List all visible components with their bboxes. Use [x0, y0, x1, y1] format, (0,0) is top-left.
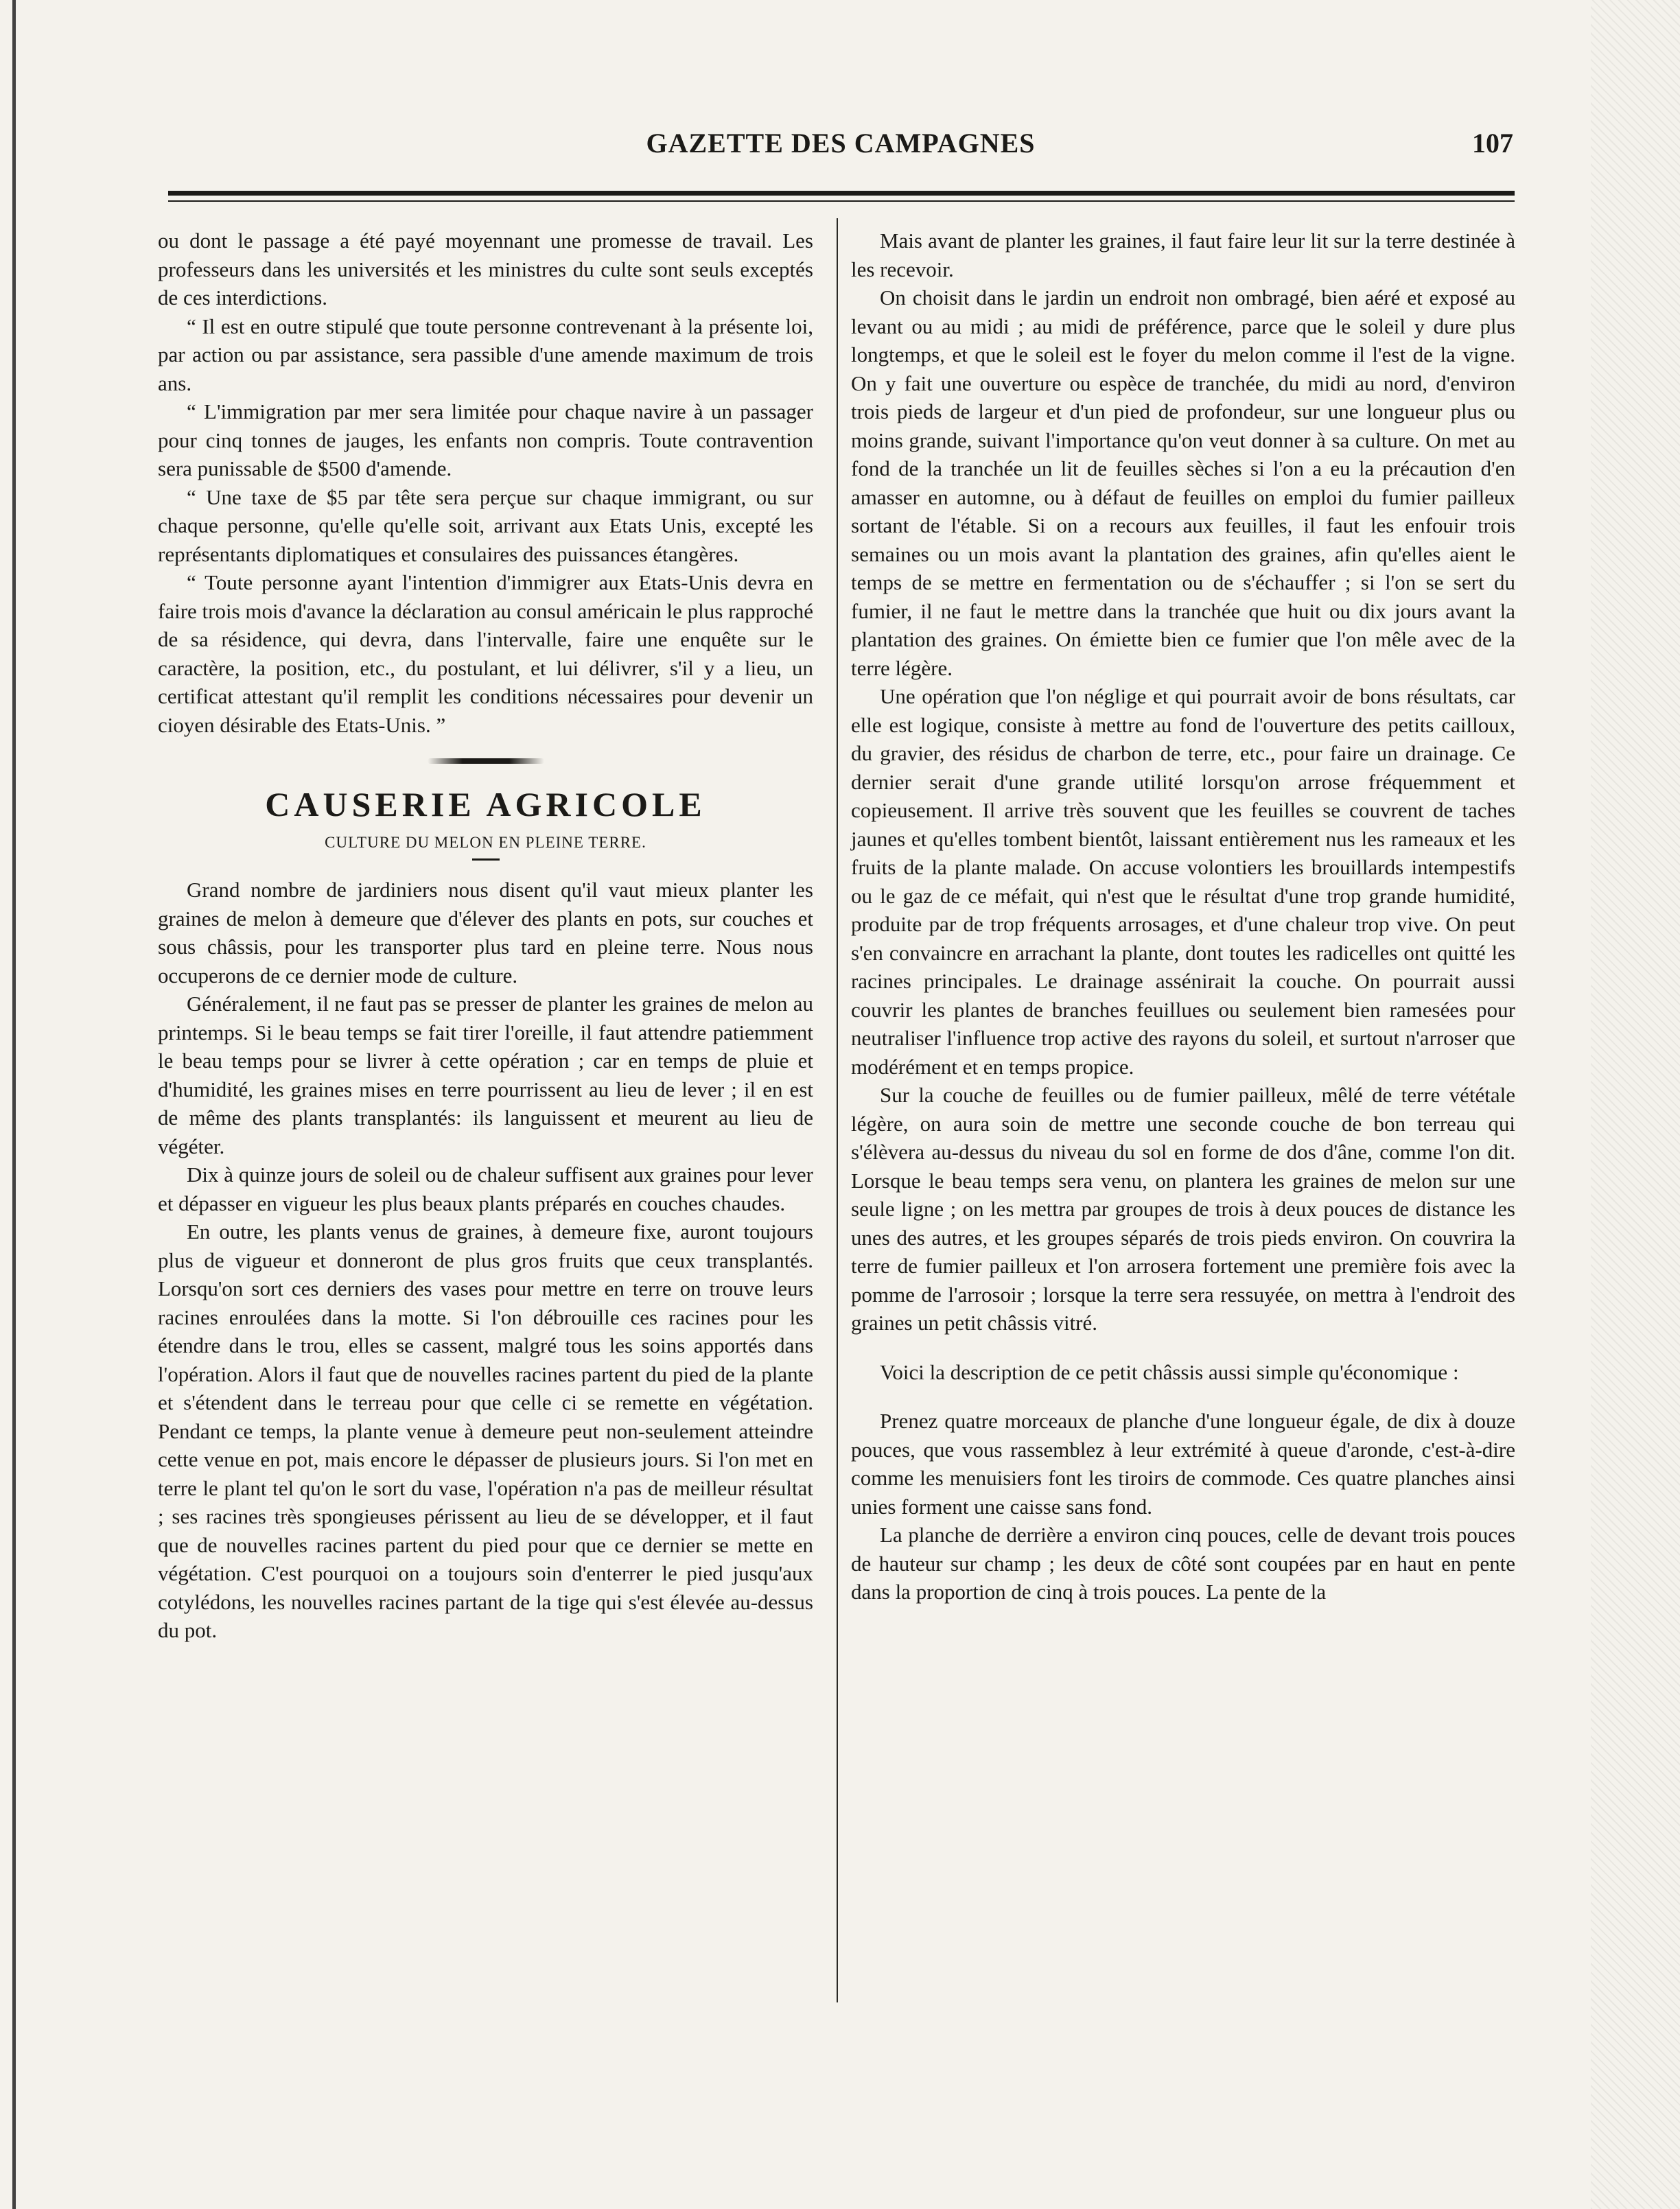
- header-rule-thin: [168, 200, 1515, 202]
- left-column: [158, 226, 813, 1645]
- paragraph: En outre, les plants venus de graines, à demeure fixe, auront toujours plus de vigueur et donneront de plus gros fruits que ceux transplantés. Lorsqu'on sort ces derniers des vases pour mettre en terre on trouve leurs racines enroulées dans la motte. Si l'on débrouille ces racines pour les étendre dans le trou, elles se cassent, malgré tous les soins apportés dans l'opération. Alors il faut que de nouvelles racines partent du pied de la plante et s'étendent dans le terreau pour que celle ci se remette en végétation. Pendant ce temps, la plante venue à demeure peut non-seulement atteindre cette venue en pot, mais encore le dépasser de plusieurs jours. Si l'on met en terre le plant tel qu'on le sort du vase, l'opération n'a pas de meilleur résultat ; ses racines très spongieuses périssent au lieu de se développer, et il faut que de nouvelles racines partent du pied pour que ce dernier se mette en végétation. C'est pourquoi on a toujours soin d'enterrer le pied jusqu'aux cotylédons, les nouvelles racines partant de la tige qui s'est élevée au-dessus du pot.: [158, 1219, 813, 1642]
- paragraph: Généralement, il ne faut pas se presser de planter les graines de melon au printemps. Si le beau temps se fait tirer l'oreille, il faut attendre patiemment le beau temps pour se livrer à cette opération ; car en temps de pluie et d'humidité, les graines mises en terre pourrissent au lieu de lever ; il en est de même des plants transplantés: ils languissent et meurent au lieu de végéter.: [158, 992, 813, 1158]
- paragraph: “ Une taxe de $5 par tête sera perçue sur chaque immigrant, ou sur chaque personne, qu'elle qu'elle soit, arrivant aux Etats Unis, excepté les représentants diplomatiques et consulaires des puissances étangères.: [158, 484, 813, 566]
- section-title: CAUSERIE AGRICOLE: [265, 785, 706, 823]
- heading-ornament: [428, 758, 544, 764]
- running-header: [168, 127, 1513, 168]
- column-divider: [837, 218, 838, 2002]
- section-subtitle: CULTURE DU MELON EN PLEINE TERRE.: [325, 834, 646, 851]
- paragraph: On choisit dans le jardin un endroit non ombragé, bien aéré et exposé au levant ou au midi ; au midi de préférence, parce que le soleil y dure plus longtemps, et que le soleil est le foyer du melon comme il l'est de la vigne. On y fait une ouverture ou espèce de tranchée, du midi au nord, d'environ trois pieds de largeur et d'un pied de profondeur, sur une longueur plus ou moins grande, suivant l'importance qu'on veut donner à sa culture. On met au fond de la tranchée un lit de feuilles sèches si l'on a eu la précaution d'en amasser en automne, ou à défaut de feuilles on emploi du fumier pailleux sortant de l'étable. Si on a recours aux feuilles, il faut les enfouir trois semaines ou un mois avant la plantation des graines, afin qu'elles aient le temps de se mettre en fermentation ou de s'échauffer ; si l'on se sert du fumier, il ne faut le mettre dans la tranchée que huit ou dix jours avant la plantation des graines. On émiette bien ce fumier que l'on mêle avec de la terre légère.: [851, 285, 1515, 680]
- spacer: [851, 1337, 1515, 1358]
- paragraph: La planche de derrière a environ cinq pouces, celle de devant trois pouces de hauteur sur champ ; les deux de côté sont coupées par en haut en pente dans la proportion de cinq à trois pouces. La pente de la: [851, 1523, 1515, 1604]
- publication-title: GAZETTE DES CAMPAGNES: [646, 128, 1036, 159]
- subtitle-rule: [472, 858, 500, 861]
- page-number: 107: [1472, 128, 1513, 159]
- paragraph: Voici la description de ce petit châssis aussi simple qu'économique :: [880, 1359, 1459, 1384]
- paragraph: ou dont le passage a été payé moyennant une promesse de travail. Les professeurs dans les universités et les ministres du culte sont seuls exceptés de ces interdictions.: [158, 229, 813, 309]
- paragraph: “ L'immigration par mer sera limitée pour chaque navire à un passager pour cinq tonnes de jauges, les enfants non compris. Toute contravention sera punissable de $500 d'amende.: [158, 399, 813, 480]
- paragraph: “ Il est en outre stipulé que toute personne contrevenant à la présente loi, par action ou par assistance, sera passible d'une amende maximum de trois ans.: [158, 314, 813, 395]
- spacer: [851, 1386, 1515, 1407]
- paragraph: Dix à quinze jours de soleil ou de chaleur suffisent aux graines pour lever et dépasser en vigueur les plus beaux plants préparés en couches chaudes.: [158, 1162, 813, 1215]
- paragraph: Grand nombre de jardiniers nous disent qu'il vaut mieux planter les graines de melon à demeure que d'élever des plants en pots, sur couches et sous châssis, pour les transporter plus tard en pleine terre. Nous nous occuperons de ce dernier mode de culture.: [158, 878, 813, 987]
- paper-speckle: [1591, 0, 1680, 2209]
- binding-edge: [12, 0, 23, 2209]
- paragraph: Une opération que l'on néglige et qui pourrait avoir de bons résultats, car elle est logique, consiste à mettre au fond de l'ouverture des petits cailloux, du gravier, des résidus de charbon de terre, etc., pour faire un drainage. Ce dernier serait d'une grande utilité lorsqu'on arrose fréquemment et copieusement. Il arrive très souvent que les feuilles se couvrent de taches jaunes et qu'elles tombent bientôt, laissant entièrement nus les rameaux et les fruits de la plante malade. On accuse volontiers les brouillards intempestifs ou le gaz de ce méfait, qui n'est que le résultat d'une trop grande humidité, produite par de trop fréquents arrosages, et d'une chaleur trop vive. On peut s'en convaincre en arrachant la plante, dont toutes les radicelles ont quitté les racines principales. Le drainage assénirait la couche. On pourrait aussi couvrir les plantes de branches feuillues ou seulement bien ramesées pour neutraliser l'influence trop active des rayons du soleil, et surtout n'arroser que modérément et en temps propice.: [851, 684, 1515, 1079]
- header-rule-thick: [168, 191, 1515, 196]
- paragraph: Sur la couche de feuilles ou de fumier pailleux, mêlé de terre vététale légère, on aura soin de mettre une seconde couche de bon terreau qui s'élèvera au-dessus du niveau du sol en forme de dos d'âne, comme l'on dit. Lorsque le beau temps sera venu, on plantera les graines de melon sur une seule ligne ; on les mettra par groupes de trois à deux pouces de distance les unes des autres, et les groupes séparés de trois pieds environ. On couvrira la terre de fumier pailleux et l'on arrosera fortement une première fois avec la pomme de l'arrosoir ; lorsque la terre sera ressuyée, on mettra à l'endroit des graines un petit châssis vitré.: [851, 1083, 1515, 1335]
- right-column: [851, 226, 1515, 1606]
- paragraph: Mais avant de planter les graines, il faut faire leur lit sur la terre destinée à les recevoir.: [851, 229, 1515, 281]
- paragraph: Prenez quatre morceaux de planche d'une longueur égale, de dix à douze pouces, que vous rassemblez à leur extrémité à queue d'aronde, c'est-à-dire comme les menuisiers font les tiroirs de commode. Ces quatre planches ainsi unies forment une caisse sans fond.: [851, 1409, 1515, 1519]
- paragraph: “ Toute personne ayant l'intention d'immigrer aux Etats-Unis devra en faire trois mois d'avance la déclaration au consul américain le plus rapproché de sa résidence, qui devra, dans l'intervalle, faire une enquête sur le caractère, la position, etc., du postulant, et lui délivrer, s'il y a lieu, un certificat attestant qu'il remplit les conditions nécessaires pour devenir un cioyen désirable des Etats-Unis. ”: [158, 570, 813, 737]
